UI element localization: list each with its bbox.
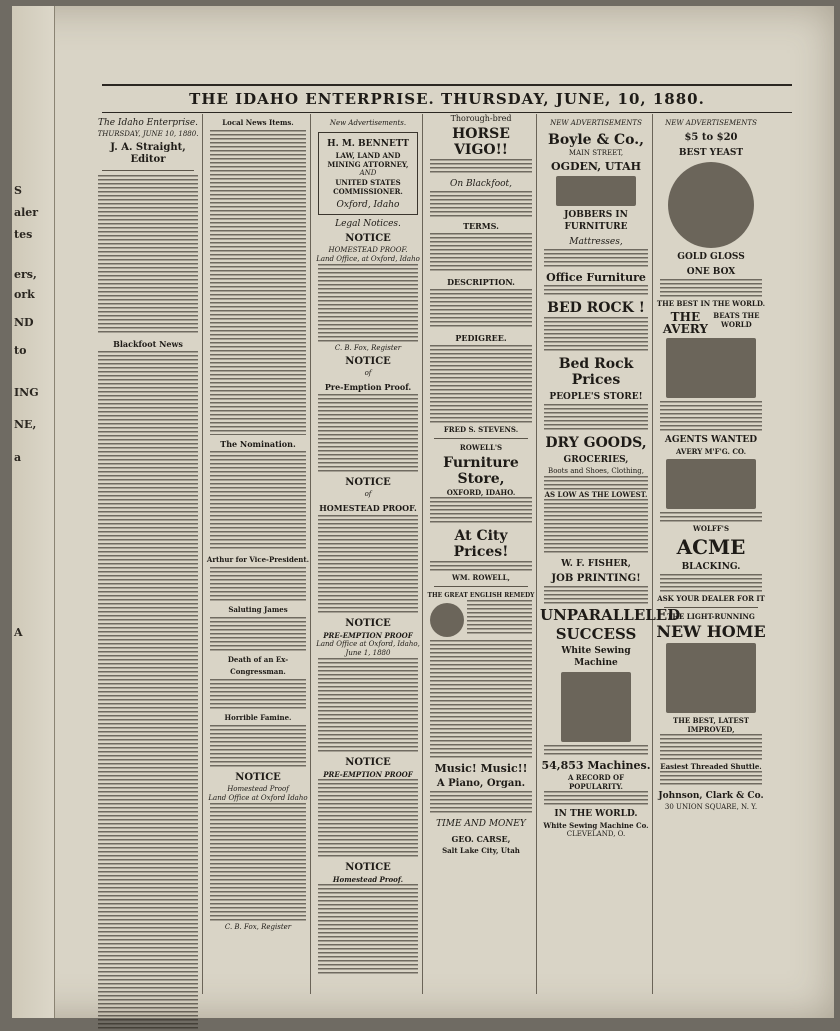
column-1 — [94, 114, 203, 994]
section-heading: Horrible Famine. — [224, 713, 292, 722]
text-block — [544, 791, 648, 805]
music-dealer: GEO. CARSE, — [451, 834, 511, 844]
light-running: THE LIGHT-RUNNING — [667, 612, 755, 621]
beats-world: BEATS THE WORLD — [713, 311, 760, 329]
masthead-title: THE IDAHO ENTERPRISE. THURSDAY, JUNE, 10, 1880. — [102, 84, 792, 113]
text-block — [318, 658, 418, 754]
avery-company: AVERY M'F'G. CO. — [675, 447, 747, 456]
horse-owner: FRED S. STEVENS. — [443, 425, 519, 434]
notice-office: Land Office at Oxford Idaho — [208, 794, 308, 802]
register-signature: C. B. Fox, Register — [334, 344, 402, 352]
johnson-clark: Johnson, Clark & Co. — [658, 791, 764, 801]
section-heading: Arthur for Vice-President. — [206, 555, 310, 564]
text-block — [318, 884, 418, 974]
attorney-card — [318, 132, 418, 215]
notice-sub: HOMESTEAD PROOF. — [328, 246, 408, 254]
city-prices: At City Prices! — [453, 528, 509, 560]
attorney-place: Oxford, Idaho — [336, 200, 400, 210]
mattresses-heading: Mattresses, — [569, 237, 623, 247]
column-6 — [656, 114, 766, 994]
one-box: ONE BOX — [686, 267, 736, 277]
piano-heading: A Piano, Organ. — [436, 778, 526, 789]
firm-name: Boyle & Co., — [548, 132, 644, 148]
blacking: BLACKING. — [681, 562, 741, 572]
text-block — [430, 289, 532, 329]
binding-fragment: A — [14, 626, 23, 639]
yeast-ad: BEST YEAST — [678, 148, 744, 158]
column-5 — [540, 114, 681, 994]
section-heading: The Nomination. — [220, 439, 296, 449]
binding-fragment: aler — [14, 206, 39, 219]
text-block — [660, 279, 762, 299]
binding-fragment: to — [14, 344, 27, 357]
fisher-name: W. F. FISHER, — [561, 559, 631, 569]
binding-fragment: ING — [14, 386, 39, 399]
as-low: AS LOW AS THE LOWEST. — [544, 490, 648, 499]
text-block — [544, 249, 648, 269]
union-square: 30 UNION SQUARE, N. Y. — [664, 803, 758, 811]
text-block — [430, 497, 532, 525]
firm-city: OGDEN, UTAH — [550, 160, 641, 173]
editor-line: J. A. Straight, Editor — [110, 142, 186, 165]
text-block — [430, 159, 532, 175]
nameplate: The Idaho Enterprise. — [97, 118, 199, 128]
attorney-title-2: UNITED STATES COMMISSIONER. — [333, 178, 403, 196]
dry-goods: DRY GOODS, — [545, 435, 647, 451]
text-block — [544, 745, 648, 757]
section-heading: Death of an Ex-Congressman. — [227, 655, 289, 676]
text-block — [98, 175, 198, 335]
text-block — [660, 574, 762, 594]
notice-heading: NOTICE — [235, 772, 281, 783]
text-block — [544, 317, 648, 353]
easiest-shuttle: Easiest Threaded Shuttle. — [660, 762, 762, 771]
jobbers-heading: JOBBERS IN FURNITURE — [564, 210, 628, 232]
notice-heading: NOTICE — [345, 862, 391, 873]
column-2 — [206, 114, 311, 994]
notice-sub: Homestead Proof — [227, 785, 289, 793]
avery-heading: THE AVERY — [662, 310, 708, 336]
text-block — [544, 285, 648, 297]
text-block — [210, 725, 306, 769]
issue-date: THURSDAY, JUNE 10, 1880. — [97, 130, 199, 138]
firm-street: MAIN STREET, — [568, 149, 624, 157]
section-heading: New Advertisements. — [329, 119, 407, 127]
sewing-machine-illustration — [561, 672, 631, 742]
binding-fragment: tes — [14, 228, 33, 241]
remedy-heading: THE GREAT ENGLISH REMEDY — [427, 592, 535, 599]
acme-title: ACME — [676, 535, 746, 559]
binding-fragment: ND — [14, 316, 34, 329]
binding-fragment: NE, — [14, 418, 37, 431]
notice-sub: PRE-EMPTION PROOF — [323, 770, 413, 779]
text-block — [660, 771, 762, 787]
column-4 — [426, 114, 537, 994]
section-heading: NEW ADVERTISEMENTS — [550, 119, 642, 127]
notice-office: HOMESTEAD PROOF. — [319, 503, 417, 513]
wolffs: WOLFF'S — [692, 524, 730, 533]
section-heading: Blackfoot News — [113, 339, 183, 349]
text-block — [544, 586, 648, 604]
notice-sub: of — [364, 369, 372, 377]
boots-line: Boots and Shoes, Clothing, — [548, 467, 644, 475]
horse-stand: On Blackfoot, — [449, 179, 513, 189]
notice-office: Land Office, at Oxford, Idaho — [316, 255, 420, 263]
text-block — [318, 515, 418, 615]
text-block — [98, 351, 198, 1031]
attorney-name: H. M. BENNETT — [327, 139, 409, 149]
rowell-top: ROWELL'S — [459, 443, 503, 452]
music-heading: Music! Music!! — [434, 762, 528, 775]
badge-illustration — [668, 162, 754, 248]
furniture-store-title: Furniture Store, — [443, 455, 519, 487]
section-heading: Saluting James — [228, 605, 288, 614]
text-block — [430, 561, 532, 573]
newspaper-page — [12, 6, 834, 1018]
bed-rock-prices: Bed Rock Prices — [558, 356, 634, 388]
horse-title: HORSE VIGO!! — [452, 126, 510, 158]
text-block — [430, 640, 532, 760]
peoples-store: PEOPLE'S STORE! — [549, 392, 643, 402]
white-city: CLEVELAND, O. — [566, 830, 626, 838]
text-block — [467, 600, 532, 634]
notice-heading: NOTICE — [345, 618, 391, 629]
price-ad: $5 to $20 — [684, 132, 738, 143]
text-block — [544, 476, 648, 490]
text-block — [210, 803, 306, 923]
description-heading: DESCRIPTION. — [447, 277, 515, 287]
legal-notices-heading: Legal Notices. — [335, 219, 401, 229]
section-heading: NEW ADVERTISEMENTS — [665, 119, 757, 127]
portrait-illustration — [430, 603, 464, 637]
binding-edge — [12, 6, 55, 1018]
gold-gloss: GOLD GLOSS — [677, 252, 745, 262]
text-block — [210, 679, 306, 709]
text-block — [318, 264, 418, 344]
text-block — [430, 791, 532, 815]
music-dealer-city: Salt Lake City, Utah — [442, 846, 520, 855]
office-furniture-heading: Office Furniture — [546, 271, 646, 284]
stove-illustration — [666, 459, 756, 509]
text-block — [210, 617, 306, 651]
text-block — [544, 404, 648, 432]
text-block — [430, 191, 532, 217]
best-improved: THE BEST, LATEST IMPROVED, — [673, 716, 749, 734]
text-block — [210, 451, 306, 551]
text-block — [660, 401, 762, 431]
text-block — [544, 499, 648, 555]
terms-heading: TERMS. — [463, 221, 499, 231]
notice-office: Pre-Emption Proof. — [324, 382, 412, 392]
white-co: White Sewing Machine Co. — [543, 821, 649, 830]
success: SUCCESS — [555, 625, 637, 643]
text-block — [660, 512, 762, 524]
notice-heading: NOTICE — [345, 233, 391, 244]
notice-sub: Homestead Proof. — [332, 875, 404, 884]
binding-fragment: a — [14, 451, 22, 464]
text-block — [318, 394, 418, 474]
rowell-name: WM. ROWELL, — [452, 573, 510, 582]
text-block — [210, 567, 306, 601]
text-block — [430, 345, 532, 425]
text-block — [318, 779, 418, 859]
attorney-title: LAW, LAND AND MINING ATTORNEY, — [327, 151, 409, 169]
column-3 — [314, 114, 423, 994]
avery-machine-illustration — [666, 338, 756, 398]
notice-sub: of — [364, 490, 372, 498]
notice-heading: NOTICE — [345, 477, 391, 488]
notice-heading: NOTICE — [345, 356, 391, 367]
white-sewing: White Sewing Machine — [561, 646, 631, 668]
notice-sub: PRE-EMPTION PROOF — [323, 631, 413, 640]
popularity-record: A RECORD OF POPULARITY. — [567, 773, 625, 791]
furniture-city: OXFORD, IDAHO. — [446, 488, 516, 497]
attorney-and: AND — [359, 169, 377, 177]
bed-rock-heading: BED ROCK ! — [547, 300, 645, 316]
binding-fragment: S — [14, 184, 22, 197]
pedigree-heading: PEDIGREE. — [455, 333, 507, 343]
binding-fragment: ers, — [14, 268, 37, 281]
time-money: TIME AND MONEY — [436, 819, 526, 829]
text-block — [210, 130, 306, 435]
machines-count: 54,853 Machines. — [541, 759, 651, 772]
unparalleled: UNPARALLELED — [540, 606, 681, 624]
section-heading: Local News Items. — [222, 118, 294, 127]
groceries: GROCERIES, — [563, 455, 629, 465]
new-home: NEW HOME — [656, 622, 766, 641]
agents-wanted: AGENTS WANTED — [664, 435, 758, 445]
notice-office: Land Office at Oxford, Idaho, June 1, 1880 — [316, 640, 420, 657]
ask-dealer: ASK YOUR DEALER FOR IT — [657, 594, 765, 603]
sofa-illustration — [556, 176, 636, 206]
binding-fragment: ork — [14, 288, 35, 301]
new-home-machine-illustration — [666, 643, 756, 713]
register-signature: C. B. Fox, Register — [224, 923, 292, 931]
job-printing: JOB PRINTING! — [551, 573, 641, 584]
text-block — [430, 233, 532, 273]
horse-pre: Thorough-bred — [450, 114, 512, 123]
text-block — [660, 734, 762, 762]
in-world: IN THE WORLD. — [554, 809, 638, 819]
notice-heading: NOTICE — [345, 757, 391, 768]
best-world: THE BEST IN THE WORLD. — [656, 299, 766, 308]
